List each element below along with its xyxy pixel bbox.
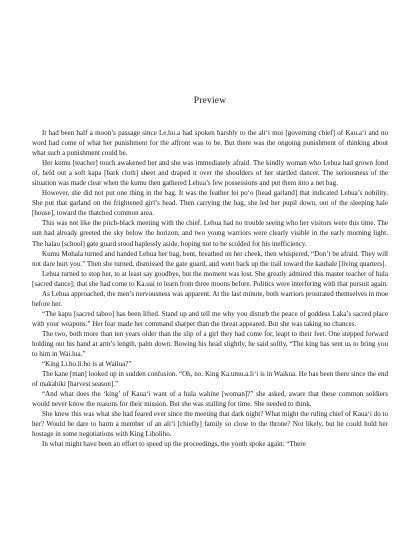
paragraph: “King Li.ho.li.ho is at Wailua?” [42, 360, 132, 369]
body-text [32, 128, 388, 450]
paragraph: “The kapu [sacred taboo] has been lifted. Stand up and tell me why you disturb the peace of goddess Laka’s sacred place with your weapons.” Her fear made her command sharper than the threat appeared. But she was taking no chances. [32, 309, 388, 328]
paragraph: She knew this was what she had feared ever since the meeting that dark night? What might the ruling chief of Kaua‘i do to her? Would he dare to harm a member of an ali‘i [chiefly] family so close to the throne? Not likely, but he could hold her hostage in some negotiations with King Liholiho. [32, 410, 388, 439]
paragraph: Kumu Mohala turned and handed Lehua her bag, bent, breathed on her cheek, then whispered, “Don’t be afraid. They will not dare hurt you.” Then she turned, dismissed the gate guard, and went back up the trail toward the kauhale [living quarters]. [32, 249, 388, 268]
paragraph: Her kumu [teacher] touch awakened her and she was immediately afraid. The kindly woman who Lehua had grown fond of, held out a soft kapa [bark cloth] sheet and draped it over the shoulders of her startled dancer. The seriousness of the situation was made clear when the kumu then gathered Lehua’s few possessions and put them into a net bag. [32, 159, 388, 188]
paragraph: The kane [man] looked up in sudden confusion. “Oh, no. King Ka.umu.a.li‘i is in Waikua. He has been there since the end of makahiki [harvest season].” [32, 370, 388, 389]
paragraph: As Lehua approached, the men’s nervousness was apparent. At the last minute, both warriors prostrated themselves in moe before her. [32, 289, 388, 308]
page-title: Preview [193, 96, 227, 106]
paragraph: Lehua turned to stop her, to at least say goodbye, but the moment was lost. She greatly admired this master teacher of hula [sacred dance]; that she had come to Ka.uai to learn from three moons before. Politics were interfering with that pursuit again. [32, 269, 388, 288]
paragraph: “And what does the ‘king’ of Kaua‘i want of a hula wahine [woman]?” she asked, aware that these common soldiers would never know the reasons for their mission. But she was stalling for time. She needed to think. [32, 390, 388, 409]
paragraph: This was not like the pitch-black meeting with the chief. Lehua had no trouble seeing who her visitors were this time. The sun had already greeted the sky below the horizon, and two young warriors were clearly visible in the early morning light. The halau [school] gate guard stood haplessly aside, hoping not to be scolded for his inefficiency. [32, 219, 388, 248]
paragraph: It had been half a moon’s passage since Le.hu.a had spoken harshly to the ali‘i moi [governing chief] of Kau.a‘i and no word had come of what her punishment for the affront was to be. But there was the ongoing punishment of thinking about what such a punishment could be. [32, 129, 388, 158]
paragraph: The two, both more than ten years older than the slip of a girl they had come for, leapt to their feet. One stepped forward holding out his hand at arm’s length, palm down. Bowing his head slightly, he said softly, “The king has sent us to bring you to him in Wai.lua.” [32, 329, 388, 359]
paragraph: In what might have been an effort to speed up the proceedings, the youth spoke again: “There [42, 440, 306, 449]
paragraph: However, she did not put one thing in the bag. It was the feather lei po‘o [head garland] that indicated Lehua’s nobility. She put that garland on the frightened girl’s head. Then carrying the bag, she led her pupil down, out of the sleeping hale [house], toward the thatched common area. [32, 189, 388, 218]
